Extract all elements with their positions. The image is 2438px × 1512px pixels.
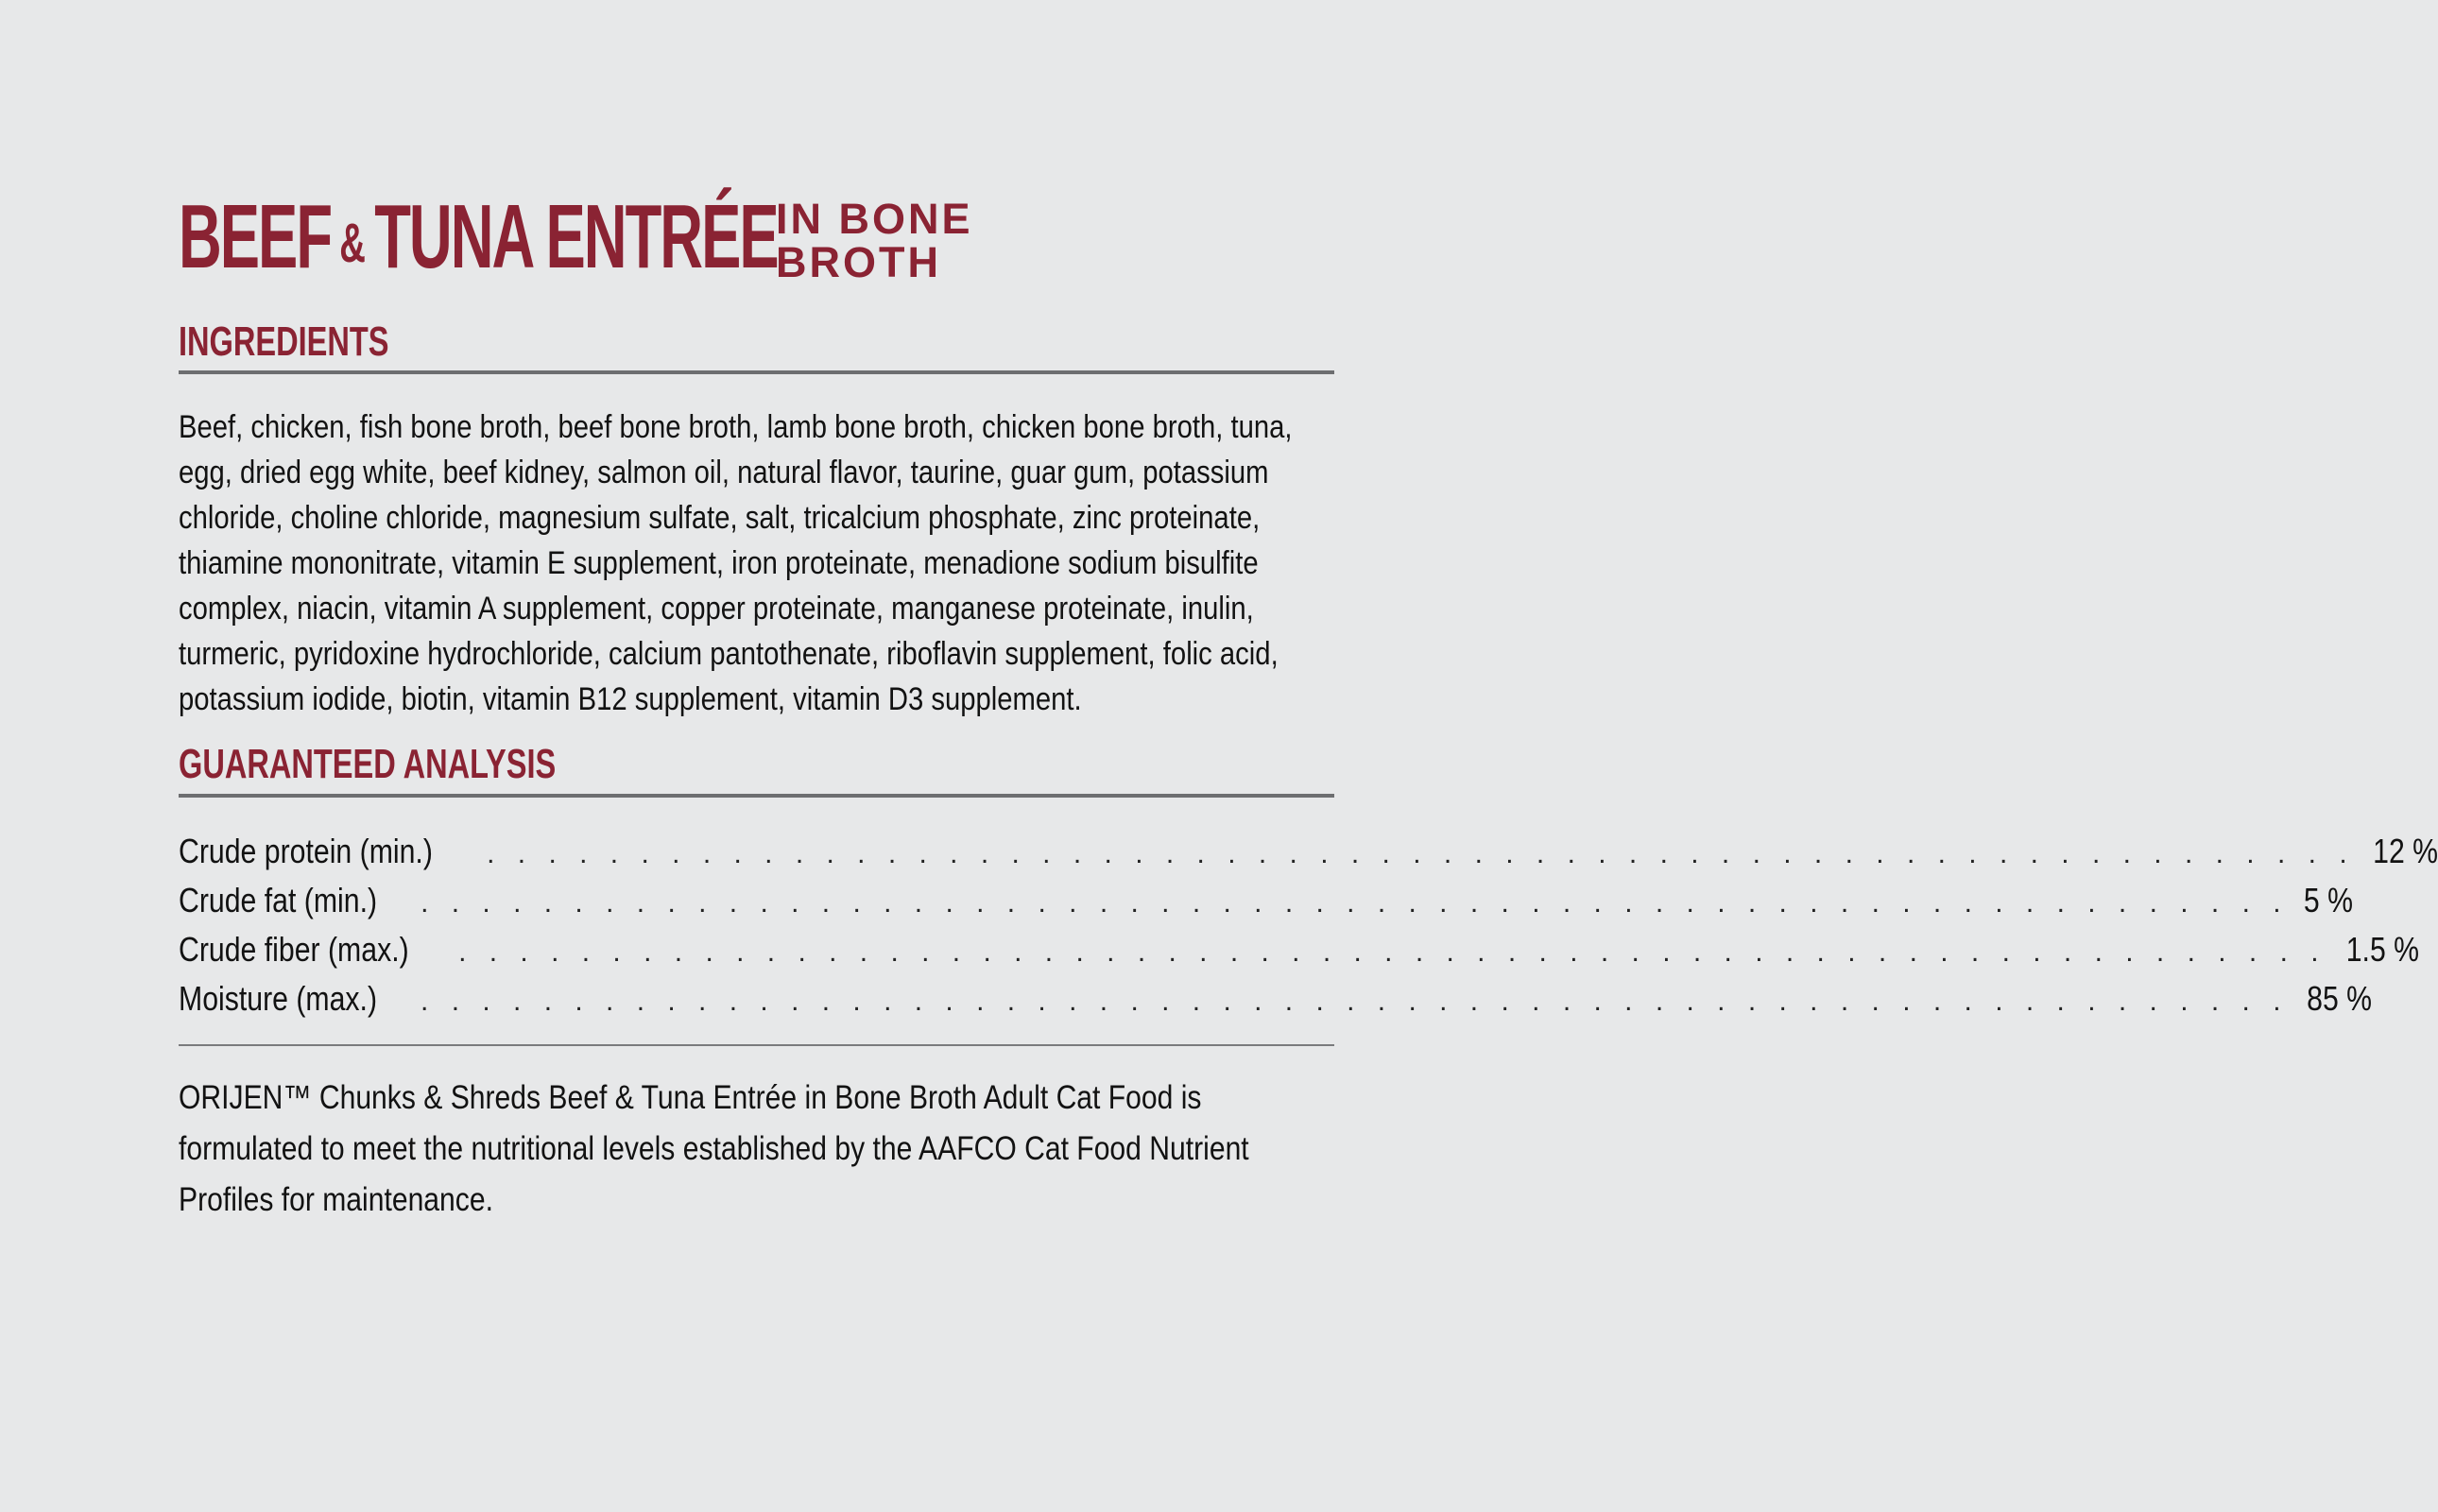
- dot-leader: . . . . . . . . . . . . . . . . . . . . . . . . . . . . . . . . . . . . . . . . . . . . . . . . . . . . . . . . . . . . .: [487, 838, 2355, 869]
- title-sub-line2: BROTH: [776, 238, 941, 286]
- title-sub-line1: IN BONE: [776, 195, 973, 243]
- analysis-row-moisture: [179, 974, 2372, 1023]
- analysis-heading: GUARANTEED ANALYSIS: [179, 741, 557, 787]
- ingredients-heading: INGREDIENTS: [179, 318, 389, 365]
- analysis-value: 85 %: [2306, 979, 2372, 1018]
- product-title-subtitle: [776, 195, 973, 286]
- analysis-row-fiber: [179, 925, 2419, 974]
- analysis-value: 1.5 %: [2345, 930, 2419, 969]
- nutrition-panel: [179, 184, 2438, 1226]
- dot-leader: . . . . . . . . . . . . . . . . . . . . . . . . . . . . . . . . . . . . . . . . . . . . . . . . . . . . . . . . . . . . .: [421, 887, 2289, 919]
- product-title: [179, 184, 1334, 290]
- analysis-row-fat: [179, 876, 2353, 925]
- dot-leader: . . . . . . . . . . . . . . . . . . . . . . . . . . . . . . . . . . . . . . . . . . . . . . . . . . . . . . . . . . . . .: [458, 936, 2326, 968]
- dot-leader: . . . . . . . . . . . . . . . . . . . . . . . . . . . . . . . . . . . . . . . . . . . . . . . . . . . . . . . . . . . . .: [421, 986, 2289, 1017]
- analysis-label: Crude fat (min.): [179, 881, 378, 919]
- title-ampersand: &: [339, 213, 366, 274]
- aafco-statement: ORIJEN™ Chunks & Shreds Beef & Tuna Entrée in Bone Broth Adult Cat Food is formulated to meet the nutritional levels established by the AAFCO Cat Food Nutrient Profiles for maintenance.: [179, 1079, 1249, 1218]
- product-title-main: [179, 184, 778, 297]
- title-beef: BEEF: [179, 186, 332, 287]
- analysis-label: Crude protein (min.): [179, 832, 433, 870]
- analysis-table: [179, 827, 2438, 1023]
- title-tuna-entree: TUNA ENTRÉE: [374, 186, 778, 287]
- analysis-value: 5 %: [2303, 881, 2353, 919]
- analysis-value: 12 %: [2372, 832, 2438, 870]
- ingredients-list: Beef, chicken, fish bone broth, beef bone broth, lamb bone broth, chicken bone broth, tuna, egg, dried egg white, beef kidney, salmon oil, natural flavor, taurine, guar gum, potassium chloride, choline chloride, magnesium sulfate, salt, tricalcium phosphate, zinc proteinate, thiamine mononitrate, vitamin E supplement, iron proteinate, menadione sodium bisulfite complex, niacin, vitamin A supplement, copper proteinate, manganese proteinate, inulin, turmeric, pyridoxine hydrochloride, calcium pantothenate, riboflavin supplement, folic acid, potassium iodide, biotin, vitamin B12 supplement, vitamin D3 supplement.: [179, 409, 1293, 717]
- analysis-label: Crude fiber (max.): [179, 930, 409, 969]
- analysis-label: Moisture (max.): [179, 979, 378, 1018]
- analysis-row-protein: [179, 827, 2438, 876]
